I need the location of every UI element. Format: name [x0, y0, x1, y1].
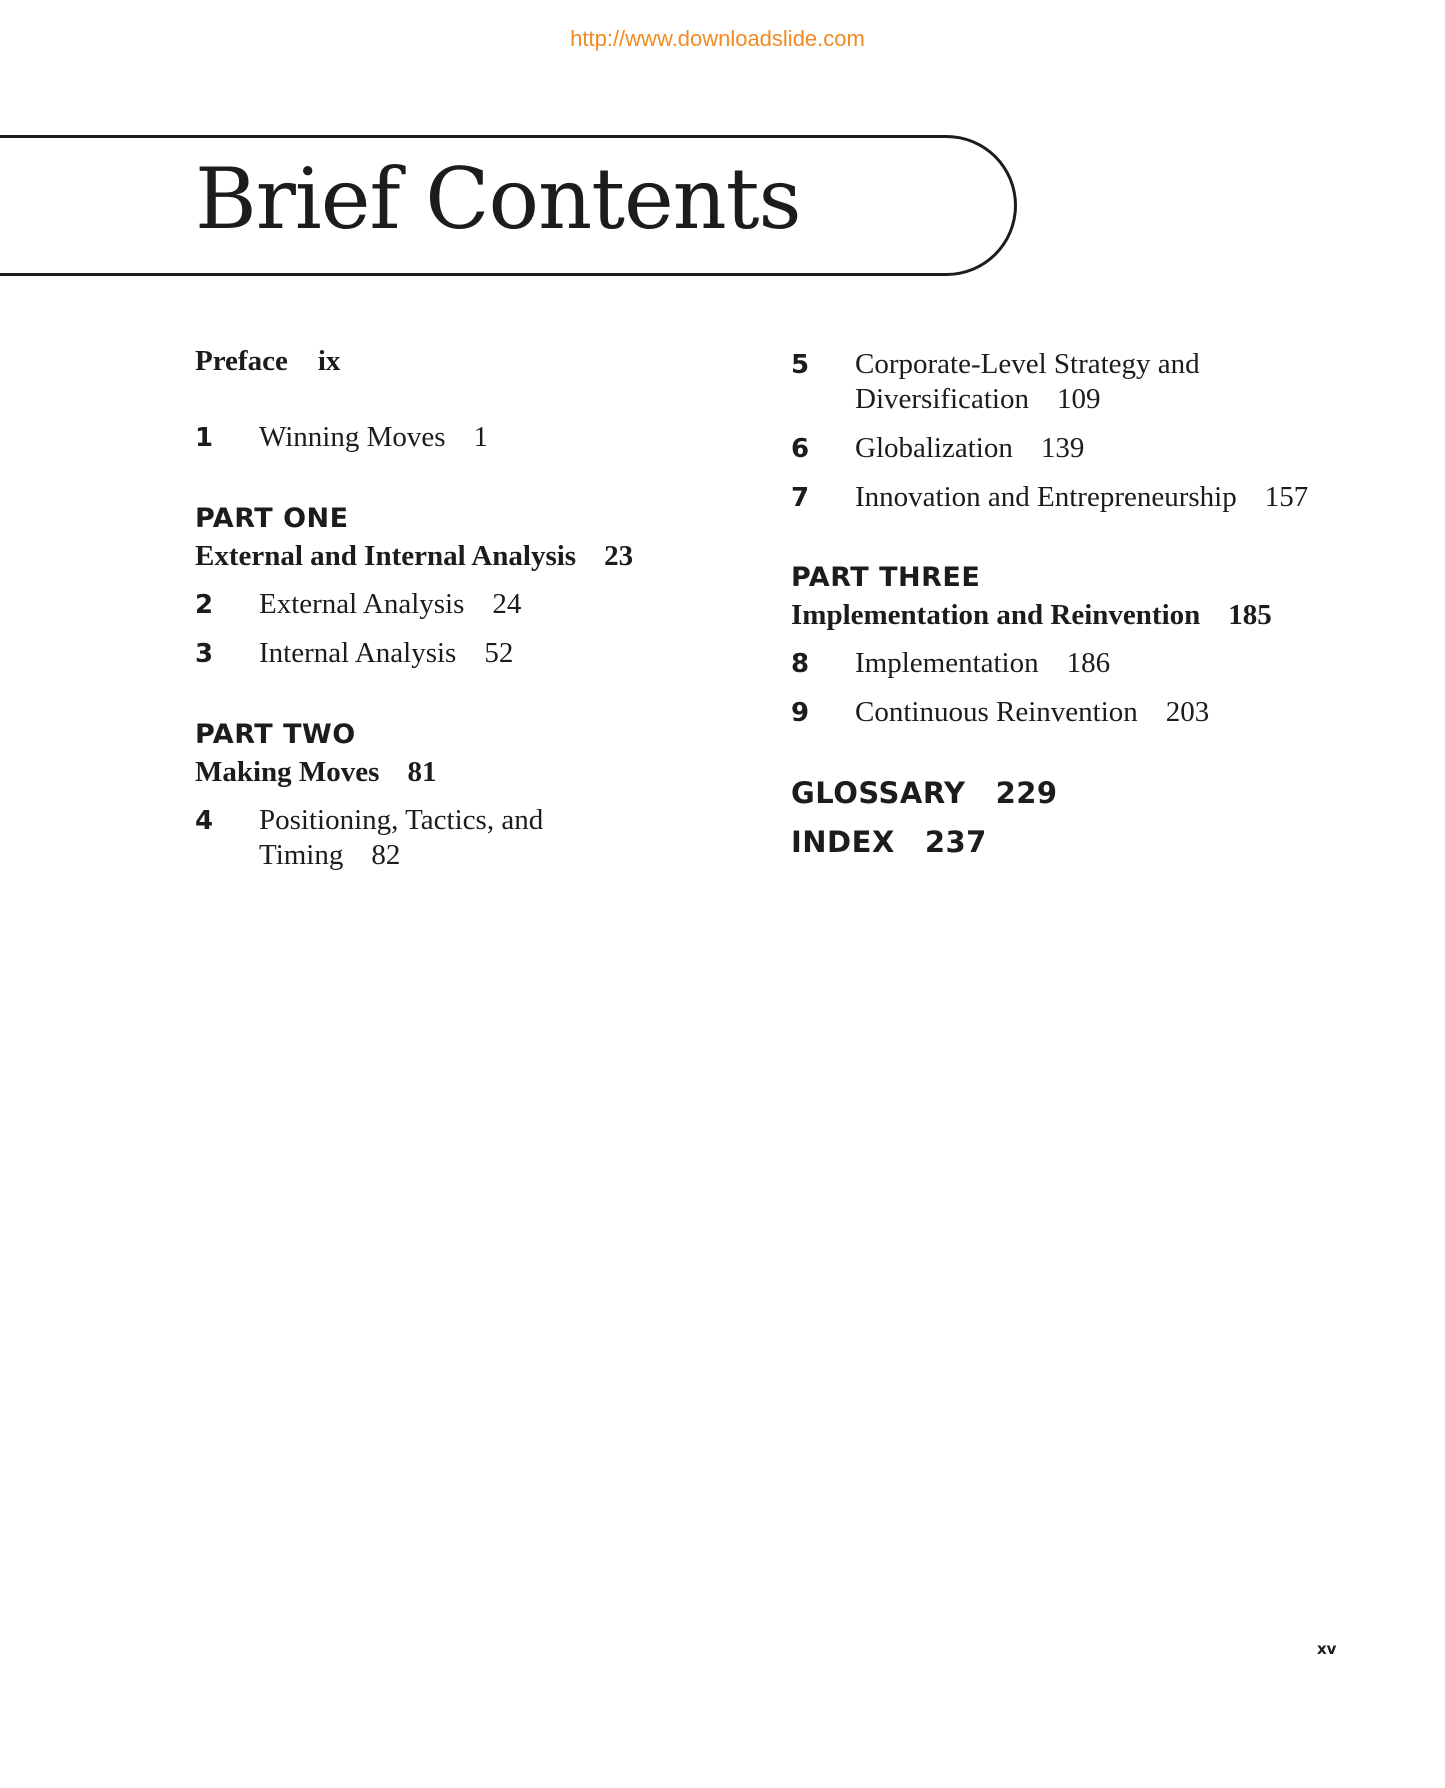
chapter-title: Winning Moves 1 — [259, 421, 489, 453]
chapter-number: 3 — [195, 639, 214, 669]
part-three-heading[interactable] — [791, 599, 1272, 632]
part-one-label: PART ONE — [195, 503, 349, 534]
part-one-heading[interactable] — [195, 540, 633, 573]
chapter-page: 52 — [484, 637, 514, 669]
chapter-title: Positioning, Tactics, and Timing 82 — [259, 804, 544, 871]
entry-page: 237 — [924, 825, 987, 859]
source-url-link[interactable]: http://www.downloadslide.com — [570, 26, 865, 51]
toc-glossary[interactable] — [791, 776, 1058, 810]
entry-page: ix — [317, 345, 341, 377]
chapter-number: 8 — [791, 649, 810, 679]
chapter-number: 6 — [791, 434, 810, 464]
entry-title: Preface — [195, 345, 288, 377]
toc-index[interactable] — [791, 825, 987, 859]
chapter-number: 5 — [791, 350, 810, 380]
part-three-label: PART THREE — [791, 562, 981, 593]
part-two-heading[interactable] — [195, 756, 436, 789]
chapter-page: 109 — [1056, 383, 1101, 415]
part-title: Making Moves — [195, 756, 380, 788]
chapter-page: 186 — [1066, 647, 1111, 679]
part-page: 185 — [1228, 599, 1272, 631]
chapter-number: 1 — [195, 423, 214, 453]
chapter-title: Innovation and Entrepreneurship 157 — [855, 481, 1309, 513]
part-title: External and Internal Analysis — [195, 540, 577, 572]
toc-entry-preface[interactable] — [195, 345, 340, 378]
chapter-title: Globalization 139 — [855, 432, 1085, 464]
page-title: Brief Contents — [195, 150, 801, 248]
chapter-page: 1 — [473, 421, 489, 453]
folio-page-number: xv — [1317, 1640, 1337, 1658]
chapter-number: 4 — [195, 806, 214, 836]
chapter-title: Continuous Reinvention 203 — [855, 696, 1210, 728]
chapter-title: Corporate-Level Strategy and Diversification 109 — [855, 348, 1200, 415]
part-two-label: PART TWO — [195, 719, 356, 750]
chapter-number: 7 — [791, 483, 810, 513]
chapter-number: 2 — [195, 590, 214, 620]
chapter-page: 203 — [1165, 696, 1210, 728]
chapter-page: 157 — [1264, 481, 1309, 513]
chapter-title: Internal Analysis 52 — [259, 637, 514, 669]
chapter-page: 24 — [492, 588, 522, 620]
entry-title: INDEX — [791, 825, 895, 859]
chapter-title: External Analysis 24 — [259, 588, 522, 620]
part-page: 23 — [604, 540, 634, 572]
chapter-page: 82 — [371, 839, 401, 871]
chapter-page: 139 — [1040, 432, 1085, 464]
entry-title: GLOSSARY — [791, 776, 966, 810]
part-title: Implementation and Reinvention — [791, 599, 1201, 631]
chapter-number: 9 — [791, 698, 810, 728]
entry-page: 229 — [995, 776, 1058, 810]
part-page: 81 — [407, 756, 437, 788]
chapter-title: Implementation 186 — [855, 647, 1111, 679]
